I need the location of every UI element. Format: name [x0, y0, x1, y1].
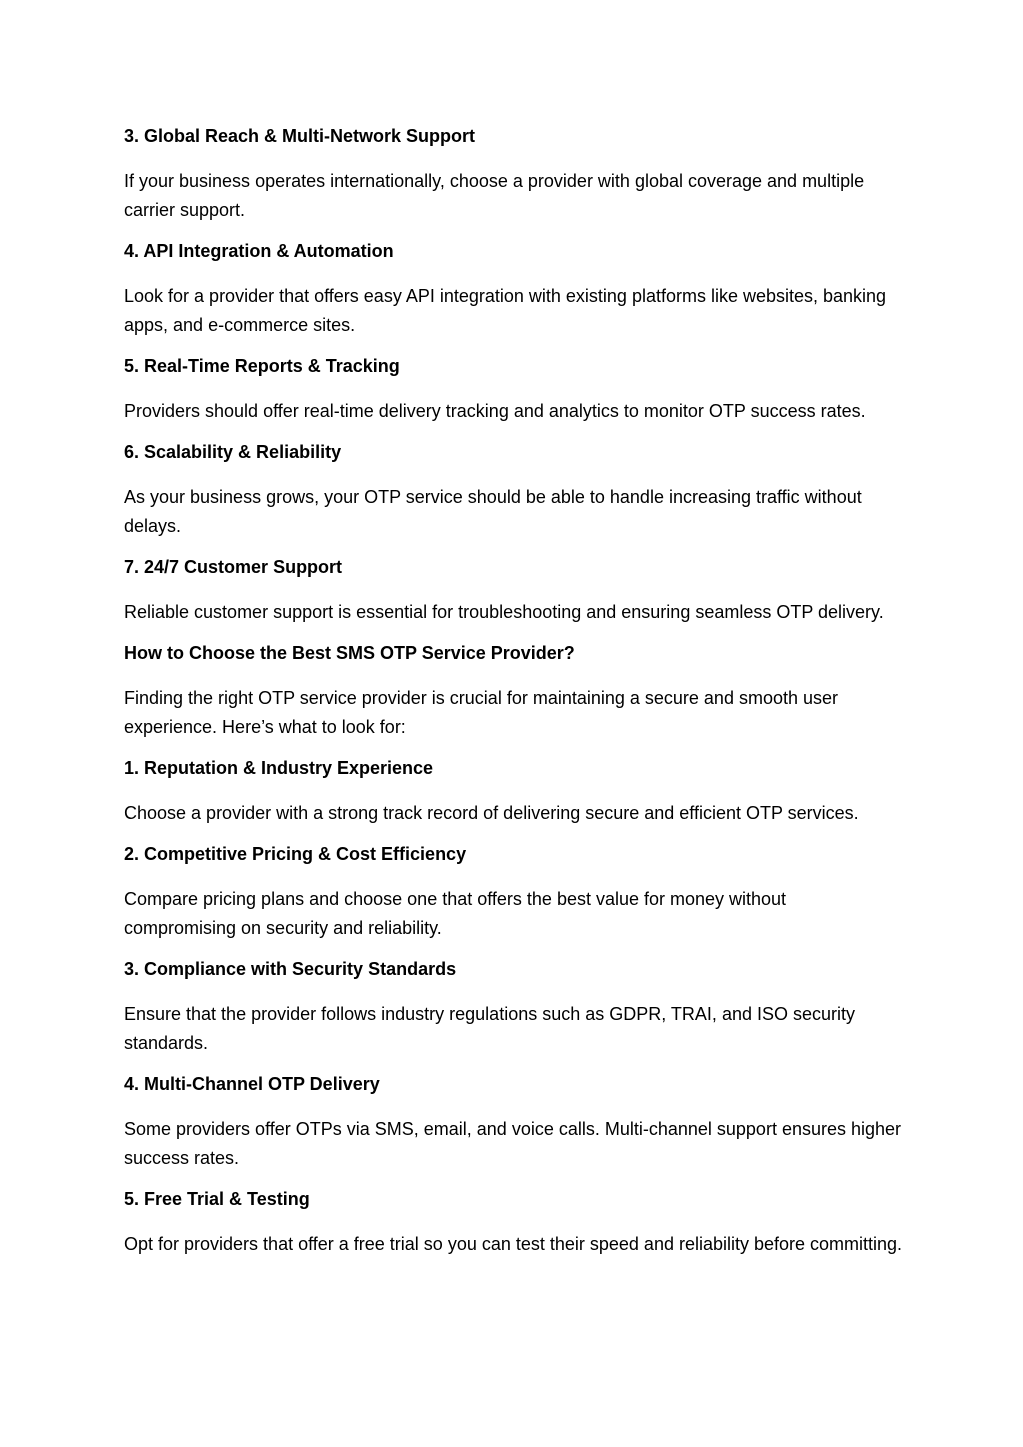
- section-heading-api-integration: 4. API Integration & Automation: [124, 241, 394, 261]
- paragraph-global-reach: If your business operates internationally, choose a provider with global coverage and multiple carrier support.: [124, 171, 865, 220]
- section-heading-pricing: 2. Competitive Pricing & Cost Efficiency: [124, 844, 467, 864]
- section-heading-real-time-reports: 5. Real-Time Reports & Tracking: [124, 356, 400, 376]
- paragraph-api-integration: Look for a provider that offers easy API integration with existing platforms like websites, banking apps, and e-commerce sites.: [124, 286, 887, 335]
- paragraph-real-time-reports: Providers should offer real-time delivery tracking and analytics to monitor OTP success rates.: [124, 401, 866, 421]
- paragraph-pricing: Compare pricing plans and choose one that offers the best value for money without compromising on security and reliability.: [124, 889, 787, 938]
- paragraph-scalability: As your business grows, your OTP service should be able to handle increasing traffic without delays.: [124, 487, 862, 536]
- paragraph-how-to-choose: Finding the right OTP service provider is crucial for maintaining a secure and smooth user experience. Here’s what to look for:: [124, 688, 838, 737]
- section-heading-scalability: 6. Scalability & Reliability: [124, 442, 342, 462]
- section-heading-customer-support: 7. 24/7 Customer Support: [124, 557, 343, 577]
- paragraph-multi-channel: Some providers offer OTPs via SMS, email, and voice calls. Multi-channel support ensures higher success rates.: [124, 1119, 902, 1168]
- section-heading-global-reach: 3. Global Reach & Multi-Network Support: [124, 126, 476, 146]
- section-heading-reputation: 1. Reputation & Industry Experience: [124, 758, 434, 778]
- paragraph-customer-support: Reliable customer support is essential for troubleshooting and ensuring seamless OTP delivery.: [124, 602, 884, 622]
- paragraph-free-trial: Opt for providers that offer a free trial so you can test their speed and reliability before committing.: [124, 1234, 903, 1254]
- paragraph-compliance: Ensure that the provider follows industry regulations such as GDPR, TRAI, and ISO security standards.: [124, 1004, 855, 1053]
- section-heading-multi-channel: 4. Multi-Channel OTP Delivery: [124, 1074, 380, 1094]
- section-heading-free-trial: 5. Free Trial & Testing: [124, 1189, 310, 1209]
- paragraph-reputation: Choose a provider with a strong track record of delivering secure and efficient OTP services.: [124, 803, 859, 823]
- section-heading-compliance: 3. Compliance with Security Standards: [124, 959, 457, 979]
- section-heading-how-to-choose: How to Choose the Best SMS OTP Service Provider?: [124, 643, 575, 663]
